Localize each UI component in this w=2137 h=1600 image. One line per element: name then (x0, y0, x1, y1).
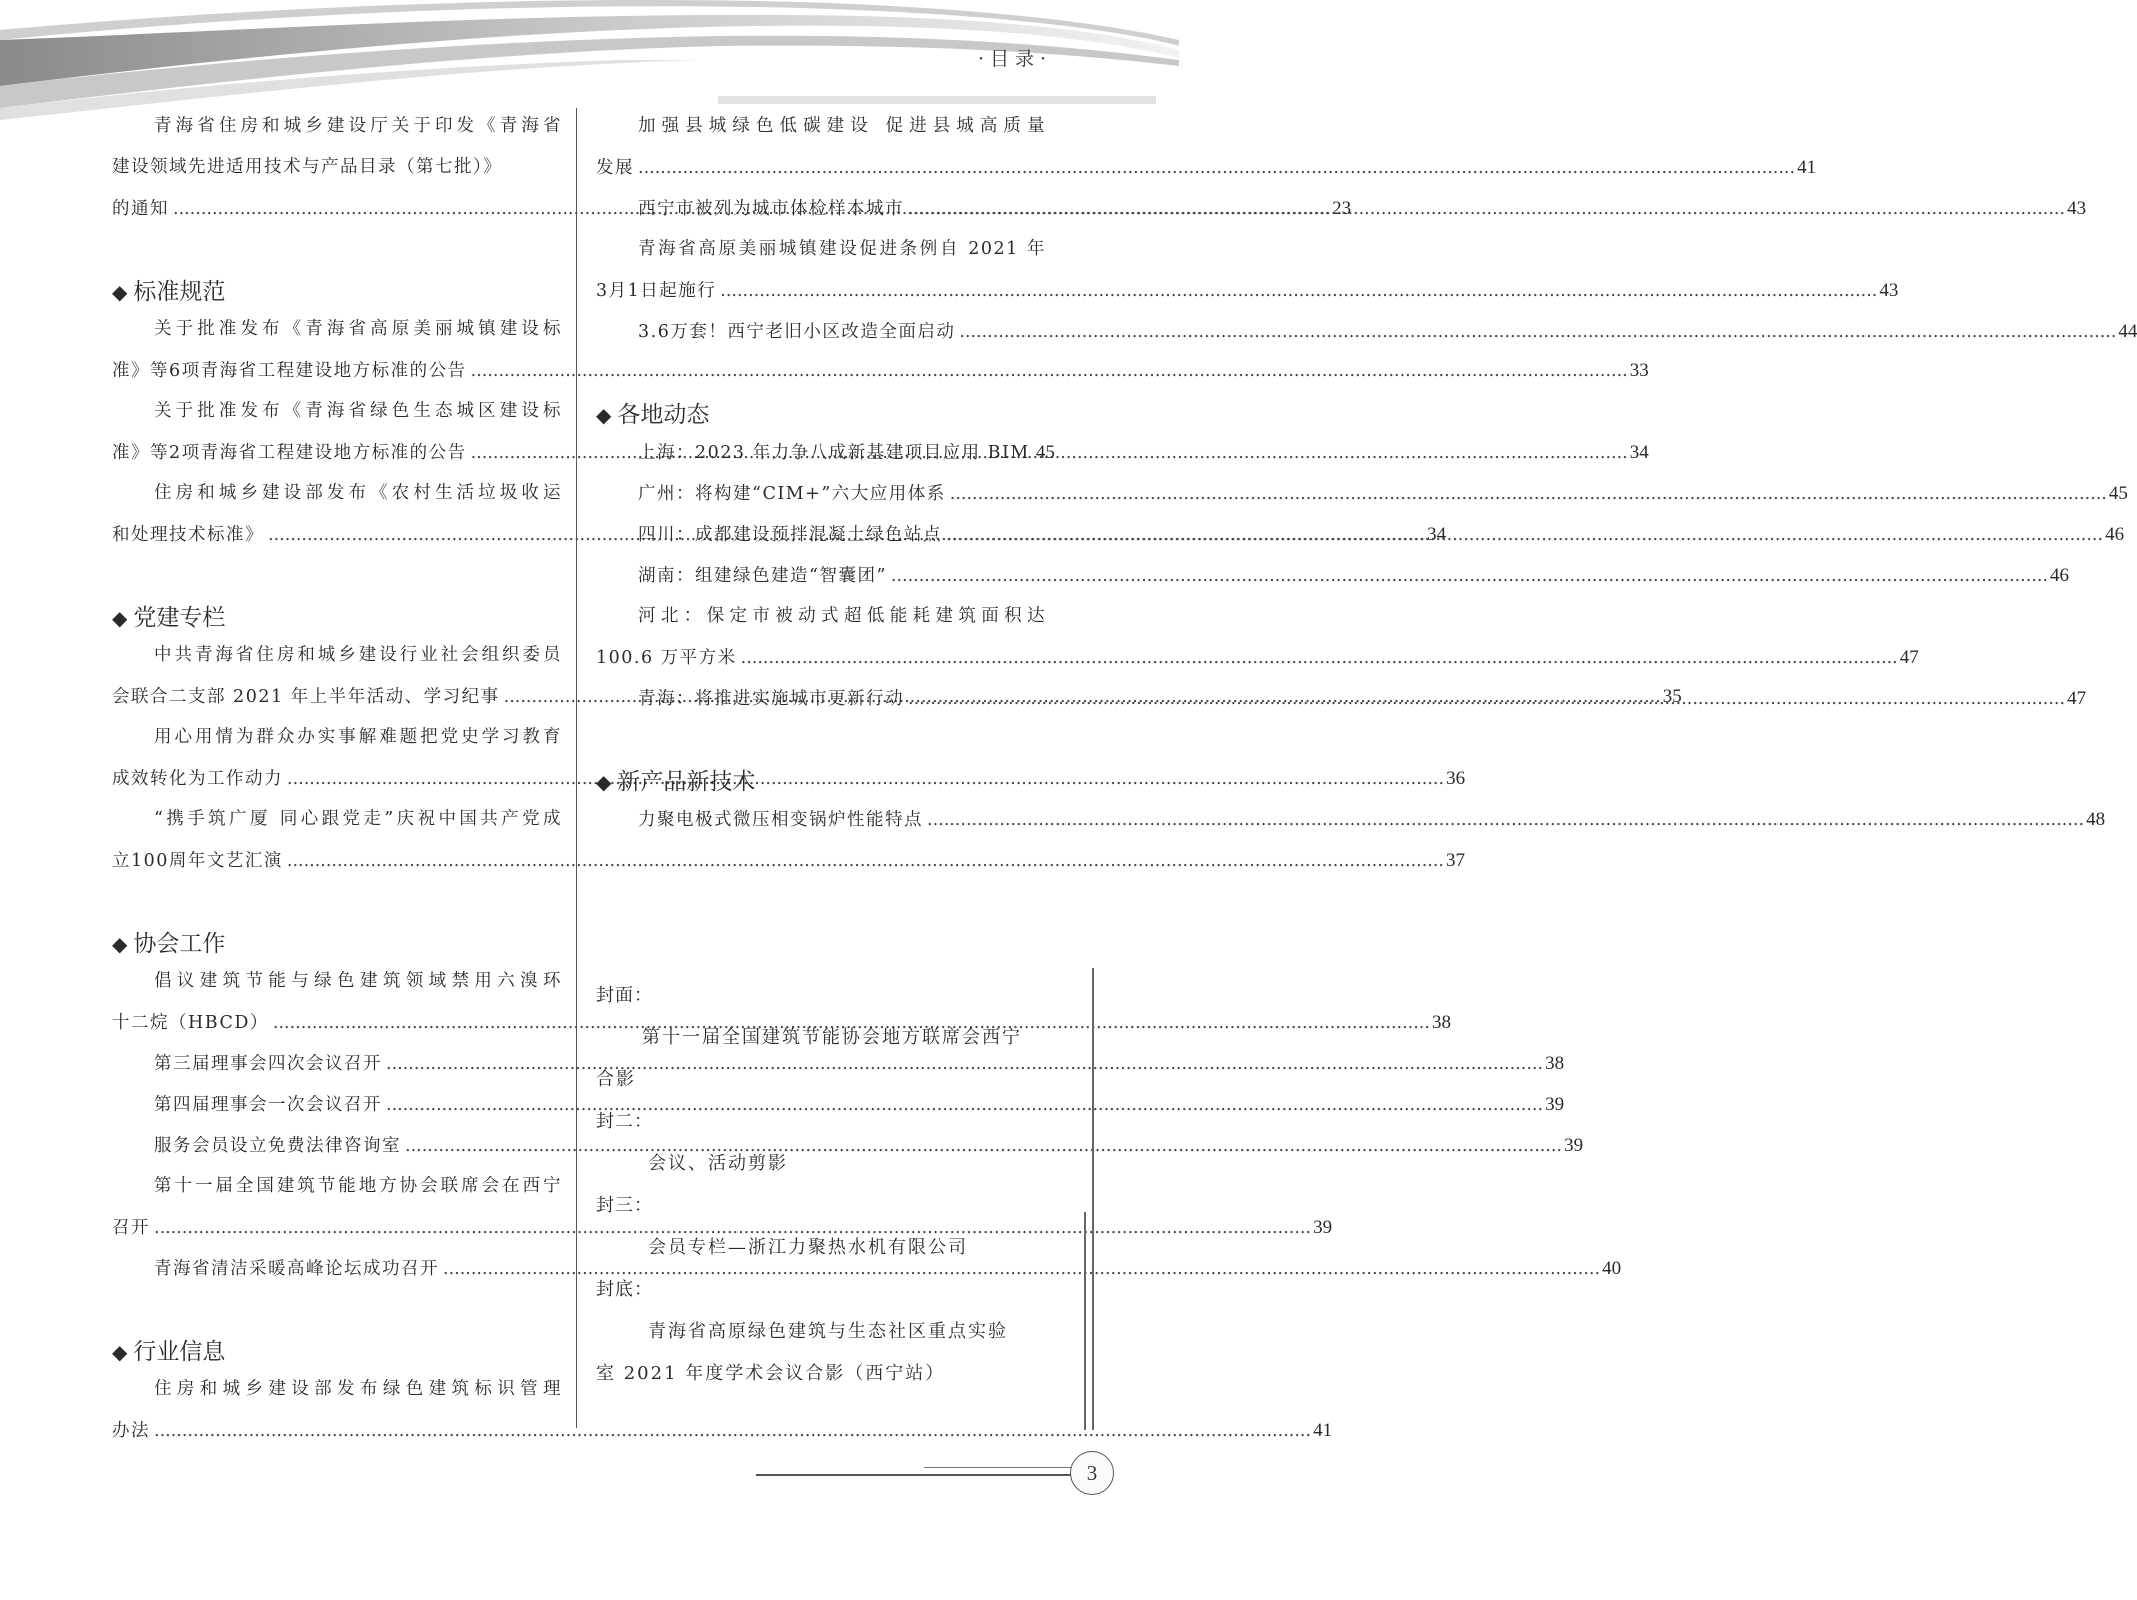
toc-page-number: 33 (1629, 360, 1649, 381)
toc-entry-line: 住房和城乡建设部发布《农村生活垃圾收运 (154, 483, 562, 503)
toc-entry-line: 用心用情为群众办实事解难题把党史学习教育 (154, 727, 562, 747)
toc-page-number: 41 (1313, 1420, 1333, 1441)
toc-entry-line: 关于批准发布《青海省绿色生态城区建设标 (154, 401, 562, 421)
toc-entry-title: 上海：2023 年力争八成新基建项目应用 BIM (638, 443, 1030, 463)
toc-entry[interactable] (596, 106, 1817, 188)
leader-dots (720, 271, 1877, 312)
leader-dots (946, 515, 2103, 556)
toc-entry[interactable] (596, 555, 2069, 596)
toc-page-number: 45 (1035, 442, 1055, 463)
toc-entry-line: 建设领域先进适用技术与产品目录（第七批）》 (112, 157, 503, 177)
leader-dots (927, 800, 2084, 841)
toc-entry-line: “携手筑广厦 同心跟党走”庆祝中国共产党成 (154, 809, 562, 829)
toc-page-number: 47 (1899, 647, 1919, 668)
toc-entry-title: 广州：将构建“CIM+”六大应用体系 (638, 484, 946, 504)
section-heading: ◆ 协会工作 (112, 931, 226, 957)
toc-entry-title: 青海省清洁采暖高峰论坛成功召开 (154, 1259, 439, 1279)
toc-page-number: 36 (1446, 768, 1466, 789)
section-heading: ◆ 党建专栏 (112, 605, 226, 631)
cover-back-text: 青海省高原绿色建筑与生态社区重点实验 (648, 1321, 1008, 1342)
toc-page-number: 23 (1332, 198, 1352, 219)
diamond-icon: ◆ (112, 932, 128, 956)
toc-entry-line: 住房和城乡建设部发布绿色建筑标识管理 (154, 1379, 562, 1399)
toc-page-number: 40 (1602, 1258, 1622, 1279)
toc-page-number: 46 (2105, 524, 2125, 545)
toc-page-number: 48 (2086, 809, 2106, 830)
toc-entry-title: 湖南：组建绿色建造“智囊团” (638, 566, 887, 586)
leader-dots (950, 474, 2107, 515)
toc-entry-title: 第四届理事会一次会议召开 (154, 1095, 382, 1115)
toc-page-number: 37 (1445, 850, 1465, 871)
toc-page-number: 39 (1545, 1094, 1565, 1115)
toc-entry-line: 加强县城绿色低碳建设 促进县城高质量 (638, 116, 1046, 136)
toc-entry-title: 西宁市被列为城市体检样本城市 (638, 199, 904, 219)
toc-entry-title: 十二烷（HBCD） (112, 1013, 269, 1033)
section-heading: ◆ 新产品新技术 (596, 769, 756, 795)
diamond-icon: ◆ (112, 606, 128, 630)
cover-third-text: 会员专栏—浙江力聚热水机有限公司 (648, 1237, 968, 1258)
leader-dots (891, 556, 2048, 597)
toc-page-number: 34 (1427, 524, 1447, 545)
cover-front-text-cont: 合影 (596, 1069, 636, 1090)
leader-dots (741, 638, 1898, 679)
toc-entry-line: 第十一届全国建筑节能地方协会联席会在西宁 (154, 1176, 562, 1196)
leader-dots (908, 189, 2065, 230)
toc-page-number: 47 (2067, 688, 2087, 709)
leader-dots (638, 148, 1795, 189)
leader-dots (154, 1411, 1311, 1452)
toc-entry[interactable] (596, 432, 1055, 473)
toc-page-number: 45 (2108, 483, 2128, 504)
toc-entry-title: 3.6万套！西宁老旧小区改造全面启动 (638, 322, 956, 342)
section-heading: ◆ 标准规范 (112, 279, 226, 305)
toc-entry-title: 成效转化为工作动力 (112, 769, 283, 789)
footer-rule (924, 1467, 1072, 1468)
decorative-vertical-line (1092, 968, 1094, 1430)
toc-entry[interactable] (596, 229, 1899, 311)
leader-dots (959, 312, 2116, 353)
toc-entry-title: 服务会员设立免费法律咨询室 (154, 1136, 401, 1156)
toc-entry[interactable] (596, 799, 2106, 840)
toc-page-number: 39 (1313, 1217, 1333, 1238)
toc-entry-title: 四川：成都建设预拌混凝土绿色站点 (638, 525, 942, 545)
section-heading: ◆ 行业信息 (112, 1339, 226, 1365)
toc-entry-title: 青海：将推进实施城市更新行动 (638, 689, 904, 709)
toc-entry-line: 关于批准发布《青海省高原美丽城镇建设标 (154, 319, 562, 339)
page-number: 3 (1070, 1451, 1114, 1495)
toc-entry-title: 召开 (112, 1218, 150, 1238)
toc-page-number: 43 (2067, 198, 2087, 219)
toc-entry-title: 第三届理事会四次会议召开 (154, 1054, 382, 1074)
toc-entry-title: 立100周年文艺汇演 (112, 851, 283, 871)
cover-third-label: 封三： (596, 1195, 653, 1216)
toc-entry-title: 100.6 万平方米 (596, 648, 737, 668)
toc-entry-title: 3月1日起施行 (596, 281, 717, 301)
leader-dots (908, 679, 2065, 720)
diamond-icon: ◆ (112, 1340, 128, 1364)
toc-entry[interactable] (596, 596, 1919, 678)
toc-entry-title: 准》等6项青海省工程建设地方标准的公告 (112, 361, 467, 381)
toc-page-number: 44 (2118, 321, 2137, 342)
footer-rule (756, 1474, 1072, 1476)
toc-entry-title: 力聚电极式微压相变锅炉性能特点 (638, 810, 923, 830)
toc-entry-line: 倡议建筑节能与绿色建筑领域禁用六溴环 (154, 971, 562, 991)
diamond-icon: ◆ (112, 280, 128, 304)
toc-entry[interactable] (596, 473, 2128, 514)
toc-page-number: 34 (1629, 442, 1649, 463)
cover-front-text: 第十一届全国建筑节能协会地方联席会西宁 (642, 1027, 1022, 1048)
header-title: ·目录· (978, 48, 1053, 70)
toc-entry-title: 发展 (596, 158, 634, 178)
toc-entry-line: 青海省住房和城乡建设厅关于印发《青海省 (154, 116, 562, 136)
decorative-vertical-line (1084, 1212, 1086, 1430)
cover-second-text: 会议、活动剪影 (648, 1153, 788, 1174)
leader-dots (287, 841, 1444, 882)
cover-back-text-cont: 室 2021 年度学术会议合影（西宁站） (596, 1363, 946, 1384)
toc-entry[interactable] (596, 311, 2137, 352)
diamond-icon: ◆ (596, 770, 612, 794)
toc-entry-title: 准》等2项青海省工程建设地方标准的公告 (112, 443, 467, 463)
toc-page-number: 38 (1431, 1012, 1451, 1033)
toc-entry-title: 的通知 (112, 199, 169, 219)
toc-page-number: 43 (1879, 280, 1899, 301)
cover-back-label: 封底： (596, 1279, 653, 1300)
toc-page-number: 39 (1564, 1135, 1584, 1156)
toc-page-number: 46 (2049, 565, 2069, 586)
cover-second-label: 封二： (596, 1111, 653, 1132)
toc-page-number: 38 (1545, 1053, 1565, 1074)
diamond-icon: ◆ (596, 403, 612, 427)
cover-front-label: 封面： (596, 985, 653, 1006)
toc-entry-title: 会联合二支部 2021 年上半年活动、学习纪事 (112, 687, 500, 707)
toc-entry-line: 青海省高原美丽城镇建设促进条例自 2021 年 (638, 239, 1046, 259)
toc-entry-line: 中共青海省住房和城乡建设行业社会组织委员 (154, 645, 562, 665)
toc-page-number: 35 (1662, 686, 1682, 707)
toc-entry-title: 办法 (112, 1421, 150, 1441)
toc-entry-line: 河北：保定市被动式超低能耗建筑面积达 (638, 606, 1046, 626)
section-heading: ◆ 各地动态 (596, 402, 710, 428)
toc-entry-title: 和处理技术标准》 (112, 525, 264, 545)
toc-entry[interactable] (112, 1248, 1622, 1289)
toc-page-number: 41 (1797, 157, 1817, 178)
cover-info (596, 975, 1056, 1395)
